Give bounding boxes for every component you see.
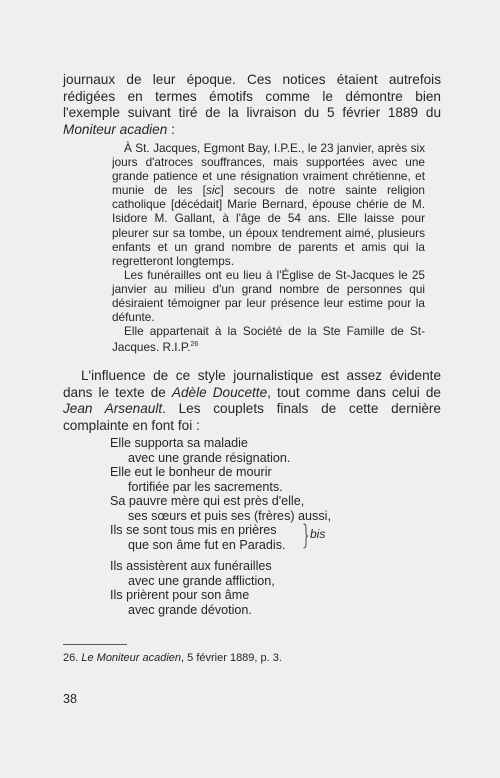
block-quote: [112, 141, 425, 354]
body-paragraph: [63, 368, 441, 434]
intro-paragraph: [63, 72, 441, 138]
quote-text: Elle appartenait à la Société de la Ste Famille de St-Jacques. R.I.P.: [112, 324, 425, 355]
bis-marker: bis: [310, 527, 326, 541]
footnote-ref[interactable]: 26: [190, 341, 199, 349]
verse-line: Sa pauvre mère qui est près d'elle,: [110, 494, 305, 508]
body-text: , tout comme dans celui de: [267, 384, 441, 400]
footnote-number: 26.: [63, 652, 79, 664]
footnote: [63, 652, 443, 665]
quote-paragraph-3: [112, 324, 425, 354]
refrain-group: [110, 523, 410, 552]
verse-line: avec grande dévotion.: [128, 602, 252, 617]
verse-line: que son âme fut en Paradis.: [128, 537, 286, 552]
footnote-divider: [63, 644, 127, 645]
newspaper-title: Moniteur acadien: [63, 121, 168, 137]
author-name: Jean Arsenault: [63, 401, 163, 416]
right-brace-icon: [303, 523, 308, 549]
quote-paragraph-1: [112, 141, 425, 268]
intro-text: journaux de leur époque. Ces notices étaient autrefois rédigées en termes émotifs comme le démontre bien l'exemple suivant tiré de la livraison du 5 février 1889 du: [63, 72, 441, 120]
footnote-details: , 5 février 1889, p. 3.: [181, 652, 282, 664]
poem-verses: [110, 436, 410, 617]
page-number: 38: [63, 692, 77, 706]
quote-text: ] secours de notre sainte religion catholique [décédait] Marie Bernard, épouse chérie de M. Isidore M. Gallant, à l'âge de 54 ans. Elle laisse pour pleurer sur sa tombe, un époux tendrement aimé, plusieurs enfants et un grand nombre de parents et amis qui la regretteront longtemps.: [112, 183, 425, 268]
verse-line: Ils assistèrent aux funérailles: [110, 559, 272, 573]
intro-colon: :: [167, 121, 175, 137]
verse-line: fortifiée par les sacrements.: [128, 479, 283, 494]
verse-line: avec une grande résignation.: [128, 450, 291, 465]
body-text: L'influence de ce style journalistique est assez évidente dans le texte de: [63, 368, 441, 400]
quote-text: À St. Jacques, Egmont Bay, I.P.E., le 23 janvier, après six jours d'atroces souffrances, mais supportées avec une grande patience et une résignation vraiment chrétienne, et munie de les [: [112, 141, 425, 198]
verse-line: Ils se sont tous mis en prières: [110, 523, 277, 537]
verse-line: Elle eut le bonheur de mourir: [110, 465, 272, 479]
body-text: . Les couplets finals de cette dernière complainte en font foi :: [63, 401, 441, 433]
verse-line: Ils prièrent pour son âme: [110, 588, 250, 602]
verse-line: ses sœurs et puis ses (frères) aussi,: [128, 508, 331, 523]
footnote-source-title: Le Moniteur acadien: [81, 652, 182, 664]
author-name: Adèle Doucette: [171, 384, 268, 400]
sic-marker: sic: [205, 183, 221, 198]
verse-line: Elle supporta sa maladie: [110, 436, 248, 450]
verse-line: avec une grande affliction,: [128, 573, 275, 588]
quote-paragraph-2: Les funérailles ont eu lieu à l'Église de St-Jacques le 25 janvier au milieu d'un grand nombre de personnes qui désiraient témoigner par leur présence leur estime pour la défunte.: [112, 267, 425, 325]
